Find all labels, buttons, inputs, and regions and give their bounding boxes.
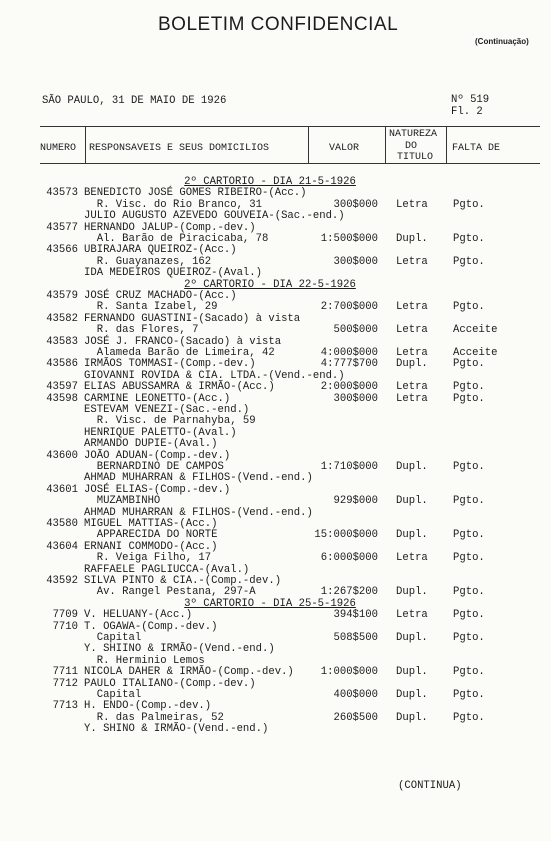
row-description: JOSÉ J. FRANCO-(Sacado) à vista <box>84 335 282 348</box>
row-description: R. Visc. do Rio Branco, 31 <box>84 198 263 211</box>
row-title-type: Dupl. <box>396 711 428 724</box>
row-number: 43604 <box>46 540 78 553</box>
row-description: UBIRAJARA QUEIROZ-(Acc.) <box>84 244 237 257</box>
row-value: 4:000$000 <box>320 347 378 359</box>
row-value: 500$000 <box>333 324 378 337</box>
row-description: Capital <box>84 632 142 644</box>
row-description: JOSÉ ELIAS-(Comp.-dev.) <box>84 483 231 496</box>
row-description: BERNARDINO DE CAMPOS <box>84 461 224 473</box>
row-reason: Pgto. <box>453 461 485 473</box>
row-number: 43583 <box>46 335 78 348</box>
bulletin-number: Nº 519 <box>451 94 490 106</box>
row-title-type: Dupl. <box>396 233 428 245</box>
row-number: 7711 <box>52 666 78 679</box>
row-description: CARMINE LEONETTO-(Acc.) <box>84 392 231 405</box>
row-title-type: Dupl. <box>396 358 428 371</box>
row-number: 43600 <box>46 449 78 462</box>
row-number: 43579 <box>46 290 78 302</box>
row-reason: Pgto. <box>453 198 485 211</box>
row-reason: Pgto. <box>453 609 485 622</box>
row-title-type: Letra <box>396 347 428 359</box>
row-value: 1:000$000 <box>320 666 378 679</box>
row-number: 7713 <box>52 700 78 713</box>
row-description: Av. Rangel Pestana, 297-A <box>84 586 256 599</box>
row-title-type: Letra <box>396 255 428 268</box>
col-numero: NUMERO <box>40 143 77 154</box>
row-reason: Acceite <box>453 347 498 359</box>
row-description: ARMANDO DUPIE-(Aval.) <box>84 438 218 451</box>
row-description: GIOVANNI ROVIDA & CIA. LTDA.-(Vend.-end.) <box>84 369 345 382</box>
row-value: 1:500$000 <box>320 233 378 245</box>
row-description: ESTEVAM VENEZI-(Sac.-end.) <box>84 404 250 416</box>
row-description: JOÃO ADUAN-(Comp.-dev.) <box>84 449 231 462</box>
row-reason: Pgto. <box>453 381 485 394</box>
row-number: 43592 <box>46 575 78 587</box>
row-number: 7710 <box>52 620 78 633</box>
row-number: 43601 <box>46 483 78 496</box>
row-title-type: Letra <box>396 392 428 405</box>
row-title-type: Letra <box>396 198 428 211</box>
row-reason: Pgto. <box>453 358 485 371</box>
row-number: 7709 <box>52 609 78 622</box>
row-description: R. das Flores, 7 <box>84 324 199 337</box>
section-heading: 2º CARTORIO - DIA 21-5-1926 <box>184 176 356 188</box>
row-reason: Pgto. <box>453 392 485 405</box>
row-description: ERNANI COMMODO-(Acc.) <box>84 540 218 553</box>
row-number: 43580 <box>46 518 78 530</box>
row-description: ELIAS ABUSSAMRA & IRMÃO-(Acc.) <box>84 381 275 394</box>
continuation-label: (Continuação) <box>475 37 529 46</box>
row-description: JULIO AUGUSTO AZEVEDO GOUVEIA-(Sac.-end.) <box>84 210 345 223</box>
row-description: AHMAD MUHARRAN & FILHOS-(Vend.-end.) <box>84 506 313 519</box>
row-title-type: Dupl. <box>396 461 428 473</box>
row-description: Y. SHINO & IRMÃO-(Vend.-end.) <box>84 723 269 736</box>
row-value: 400$000 <box>333 689 378 701</box>
row-value: 1:267$200 <box>320 586 378 599</box>
row-value: 300$000 <box>333 255 378 268</box>
row-description: R. Santa Izabel, 29 <box>84 301 218 314</box>
row-value: 15:000$000 <box>314 529 378 542</box>
row-number: 43582 <box>46 312 78 325</box>
row-value: 2:700$000 <box>320 301 378 314</box>
row-title-type: Dupl. <box>396 666 428 679</box>
row-description: R. Visc. de Parnahyba, 59 <box>84 415 256 428</box>
sheet-number: Fl. 2 <box>451 106 483 118</box>
col-natureza-1: NATUREZA <box>389 129 438 140</box>
row-description: Al. Barão de Piracicaba, 78 <box>84 233 269 245</box>
row-reason: Pgto. <box>453 586 485 599</box>
row-reason: Pgto. <box>453 689 485 701</box>
row-title-type: Dupl. <box>396 586 428 599</box>
section-heading: 2º CARTORIO - DIA 22-5-1926 <box>184 278 356 291</box>
row-description: BENEDICTO JOSÉ GOMES RIBEIRO-(Acc.) <box>84 187 307 200</box>
row-title-type: Letra <box>396 552 428 565</box>
row-description: HENRIQUE PALETTO-(Aval.) <box>84 426 237 439</box>
col-valor: VALOR <box>329 143 360 154</box>
row-value: 260$500 <box>333 711 378 724</box>
row-description: R. Herminio Lemos <box>84 654 205 667</box>
row-description: R. das Palmeiras, 52 <box>84 711 224 724</box>
row-value: 1:710$000 <box>320 461 378 473</box>
row-reason: Pgto. <box>453 529 485 542</box>
row-description: Alameda Barão de Limeira, 42 <box>84 347 275 359</box>
row-number: 43573 <box>46 187 78 200</box>
row-title-type: Letra <box>396 324 428 337</box>
col-falta: FALTA DE <box>452 143 501 154</box>
row-title-type: Letra <box>396 301 428 314</box>
row-description: JOSÉ CRUZ MACHADO-(Acc.) <box>84 290 237 302</box>
place-date: SÃO PAULO, 31 DE MAIO DE 1926 <box>42 95 227 107</box>
row-value: 6:000$000 <box>320 552 378 565</box>
col-responsaveis: RESPONSAVEIS E SEUS DOMICILIOS <box>89 143 270 154</box>
row-reason: Pgto. <box>453 632 485 644</box>
row-number: 7712 <box>52 677 78 690</box>
page-title: BOLETIM CONFIDENCIAL <box>158 14 399 35</box>
row-description: Capital <box>84 689 142 701</box>
col-natureza-3: TITULO <box>397 152 434 163</box>
row-reason: Pgto. <box>453 552 485 565</box>
row-title-type: Letra <box>396 609 428 622</box>
row-description: Y. SHIINO & IRMÃO-(Vend.-end.) <box>84 643 275 656</box>
row-description: MUZAMBINHO <box>84 495 161 508</box>
row-value: 508$500 <box>333 632 378 644</box>
row-value: 2:000$000 <box>320 381 378 394</box>
row-value: 4:777$700 <box>320 358 378 371</box>
row-value: 394$100 <box>333 609 378 622</box>
row-reason: Pgto. <box>453 255 485 268</box>
row-description: APPARECIDA DO NORTE <box>84 529 218 542</box>
section-heading: 3º CARTORIO - DIA 25-5-1926 <box>184 597 356 610</box>
row-reason: Pgto. <box>453 301 485 314</box>
row-description: MIGUEL MATTIAS-(Acc.) <box>84 518 218 530</box>
row-description: SILVA PINTO & CIA.-(Comp.-dev.) <box>84 575 282 587</box>
row-description: RAFFAELE PAGLIUCCA-(Aval.) <box>84 563 250 576</box>
row-number: 43586 <box>46 358 78 371</box>
row-description: IDA MEDEIROS QUEIROZ-(Aval.) <box>84 267 263 280</box>
row-title-type: Dupl. <box>396 495 428 508</box>
row-number: 43577 <box>46 221 78 234</box>
row-title-type: Dupl. <box>396 689 428 701</box>
row-reason: Pgto. <box>453 233 485 245</box>
row-description: T. OGAWA-(Comp.-dev.) <box>84 620 218 633</box>
row-title-type: Dupl. <box>396 632 428 644</box>
row-description: R. Veiga Filho, 17 <box>84 552 212 565</box>
continua-label: (CONTINUA) <box>398 780 462 792</box>
row-number: 43597 <box>46 381 78 394</box>
row-value: 300$000 <box>333 198 378 211</box>
row-description: AHMAD MUHARRAN & FILHOS-(Vend.-end.) <box>84 472 313 485</box>
row-description: HERNANDO JALUP-(Comp.-dev.) <box>84 221 256 234</box>
row-description: H. ENDO-(Comp.-dev.) <box>84 700 212 713</box>
row-description: FERNANDO GUASTINI-(Sacado) à vista <box>84 312 301 325</box>
row-reason: Pgto. <box>453 495 485 508</box>
row-description: R. Guayanazes, 162 <box>84 255 212 268</box>
row-title-type: Dupl. <box>396 529 428 542</box>
row-value: 929$000 <box>333 495 378 508</box>
row-reason: Acceite <box>453 324 498 337</box>
row-number: 43598 <box>46 392 78 405</box>
col-natureza-2: DO <box>405 141 418 152</box>
row-description: NICOLA DAHER & IRMÃO-(Comp.-dev.) <box>84 666 294 679</box>
row-description: PAULO ITALIANO-(Comp.-dev.) <box>84 677 256 690</box>
row-number: 43566 <box>46 244 78 257</box>
row-title-type: Letra <box>396 381 428 394</box>
row-description: IRMÃOS TOMMASI-(Comp.-dev.) <box>84 358 256 371</box>
row-value: 300$000 <box>333 392 378 405</box>
row-reason: Pgto. <box>453 711 485 724</box>
row-description: V. HELUANY-(Acc.) <box>84 609 193 622</box>
row-reason: Pgto. <box>453 666 485 679</box>
